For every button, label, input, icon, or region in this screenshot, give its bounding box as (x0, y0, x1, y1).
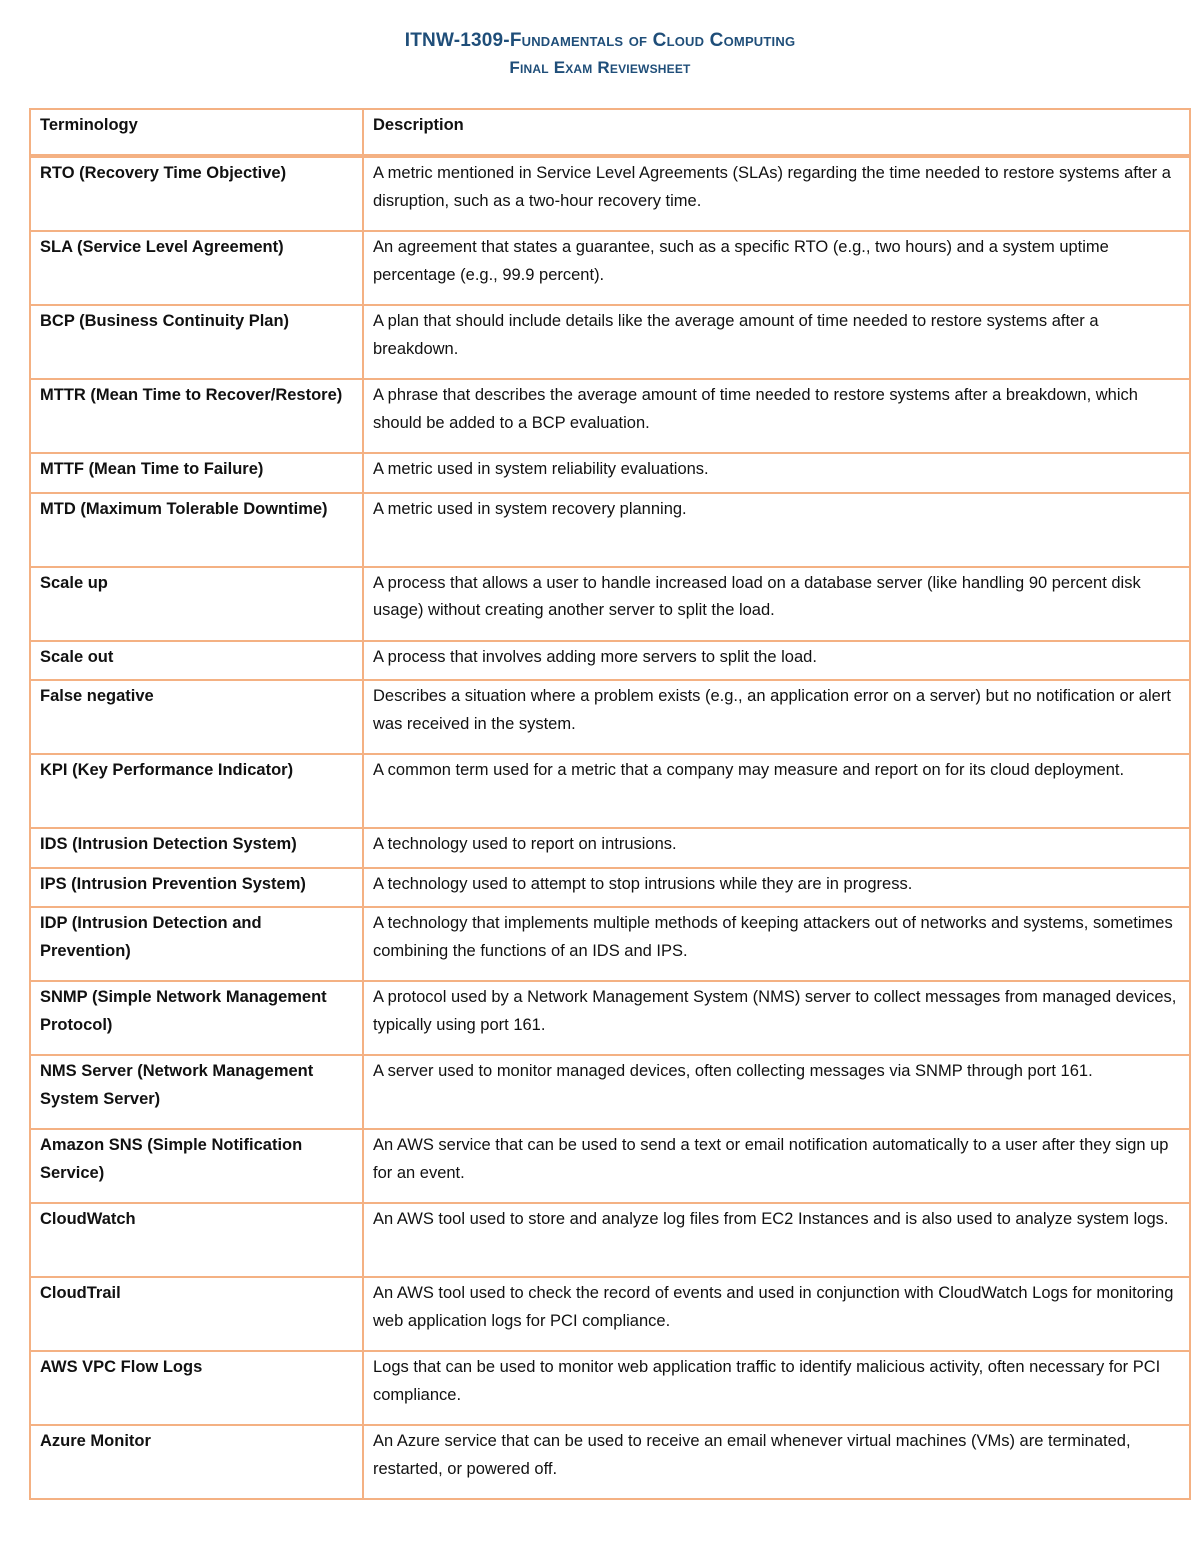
description-cell: Describes a situation where a problem exists (e.g., an application error on a server) but no notification or alert was received in the system. (363, 680, 1190, 754)
term-cell: Scale up (30, 567, 363, 641)
terminology-table (29, 108, 1191, 1500)
description-cell: A plan that should include details like the average amount of time needed to restore systems after a breakdown. (363, 305, 1190, 379)
column-header-description: Description (363, 109, 1190, 156)
term-cell: CloudWatch (30, 1203, 363, 1277)
term-cell: False negative (30, 680, 363, 754)
description-cell: A technology used to report on intrusions. (363, 828, 1190, 868)
table-row (30, 1203, 1190, 1277)
term-cell: BCP (Business Continuity Plan) (30, 305, 363, 379)
term-cell: RTO (Recovery Time Objective) (30, 156, 363, 231)
description-cell: An AWS tool used to store and analyze log files from EC2 Instances and is also used to analyze system logs. (363, 1203, 1190, 1277)
document-subtitle: Final Exam Reviewsheet (509, 58, 691, 77)
table-row (30, 231, 1190, 305)
table-row (30, 305, 1190, 379)
table-row (30, 641, 1190, 681)
description-cell: A process that allows a user to handle increased load on a database server (like handling 90 percent disk usage) without creating another server to split the load. (363, 567, 1190, 641)
table-body (30, 156, 1190, 1499)
table-row (30, 156, 1190, 231)
table-row (30, 493, 1190, 567)
description-cell: A metric mentioned in Service Level Agreements (SLAs) regarding the time needed to restore systems after a disruption, such as a two-hour recovery time. (363, 156, 1190, 231)
term-cell: Amazon SNS (Simple Notification Service) (30, 1129, 363, 1203)
table-header-row (30, 109, 1190, 156)
table-row (30, 1425, 1190, 1499)
term-cell: SLA (Service Level Agreement) (30, 231, 363, 305)
term-cell: SNMP (Simple Network Management Protocol) (30, 981, 363, 1055)
term-cell: Azure Monitor (30, 1425, 363, 1499)
description-cell: A technology used to attempt to stop intrusions while they are in progress. (363, 868, 1190, 908)
table-row (30, 680, 1190, 754)
table-row (30, 453, 1190, 493)
term-cell: Scale out (30, 641, 363, 681)
term-cell: IDP (Intrusion Detection and Prevention) (30, 907, 363, 981)
column-header-terminology: Terminology (30, 109, 363, 156)
table-row (30, 981, 1190, 1055)
description-cell: A metric used in system reliability evaluations. (363, 453, 1190, 493)
description-cell: An AWS tool used to check the record of events and used in conjunction with CloudWatch Logs for monitoring web application logs for PCI compliance. (363, 1277, 1190, 1351)
table-row (30, 379, 1190, 453)
term-cell: MTD (Maximum Tolerable Downtime) (30, 493, 363, 567)
description-cell: An Azure service that can be used to receive an email whenever virtual machines (VMs) are terminated, restarted, or powered off. (363, 1425, 1190, 1499)
table-row (30, 1055, 1190, 1129)
term-cell: MTTF (Mean Time to Failure) (30, 453, 363, 493)
page-header (0, 28, 1200, 80)
description-cell: A technology that implements multiple methods of keeping attackers out of networks and systems, sometimes combining the functions of an IDS and IPS. (363, 907, 1190, 981)
term-cell: KPI (Key Performance Indicator) (30, 754, 363, 828)
term-cell: AWS VPC Flow Logs (30, 1351, 363, 1425)
table-row (30, 1129, 1190, 1203)
description-cell: A protocol used by a Network Management System (NMS) server to collect messages from managed devices, typically using port 161. (363, 981, 1190, 1055)
table-row (30, 828, 1190, 868)
table-row (30, 567, 1190, 641)
description-cell: Logs that can be used to monitor web application traffic to identify malicious activity, often necessary for PCI compliance. (363, 1351, 1190, 1425)
term-cell: CloudTrail (30, 1277, 363, 1351)
description-cell: An agreement that states a guarantee, such as a specific RTO (e.g., two hours) and a system uptime percentage (e.g., 99.9 percent). (363, 231, 1190, 305)
description-cell: A phrase that describes the average amount of time needed to restore systems after a breakdown, which should be added to a BCP evaluation. (363, 379, 1190, 453)
description-cell: A process that involves adding more servers to split the load. (363, 641, 1190, 681)
document-title: ITNW-1309-Fundamentals of Cloud Computing (404, 30, 796, 51)
table-row (30, 1277, 1190, 1351)
description-cell: An AWS service that can be used to send a text or email notification automatically to a user after they sign up for an event. (363, 1129, 1190, 1203)
term-cell: IPS (Intrusion Prevention System) (30, 868, 363, 908)
table-row (30, 1351, 1190, 1425)
table-row (30, 868, 1190, 908)
term-cell: NMS Server (Network Management System Server) (30, 1055, 363, 1129)
table-row (30, 754, 1190, 828)
term-cell: IDS (Intrusion Detection System) (30, 828, 363, 868)
description-cell: A server used to monitor managed devices, often collecting messages via SNMP through port 161. (363, 1055, 1190, 1129)
table-row (30, 907, 1190, 981)
term-cell: MTTR (Mean Time to Recover/Restore) (30, 379, 363, 453)
description-cell: A metric used in system recovery planning. (363, 493, 1190, 567)
description-cell: A common term used for a metric that a company may measure and report on for its cloud deployment. (363, 754, 1190, 828)
